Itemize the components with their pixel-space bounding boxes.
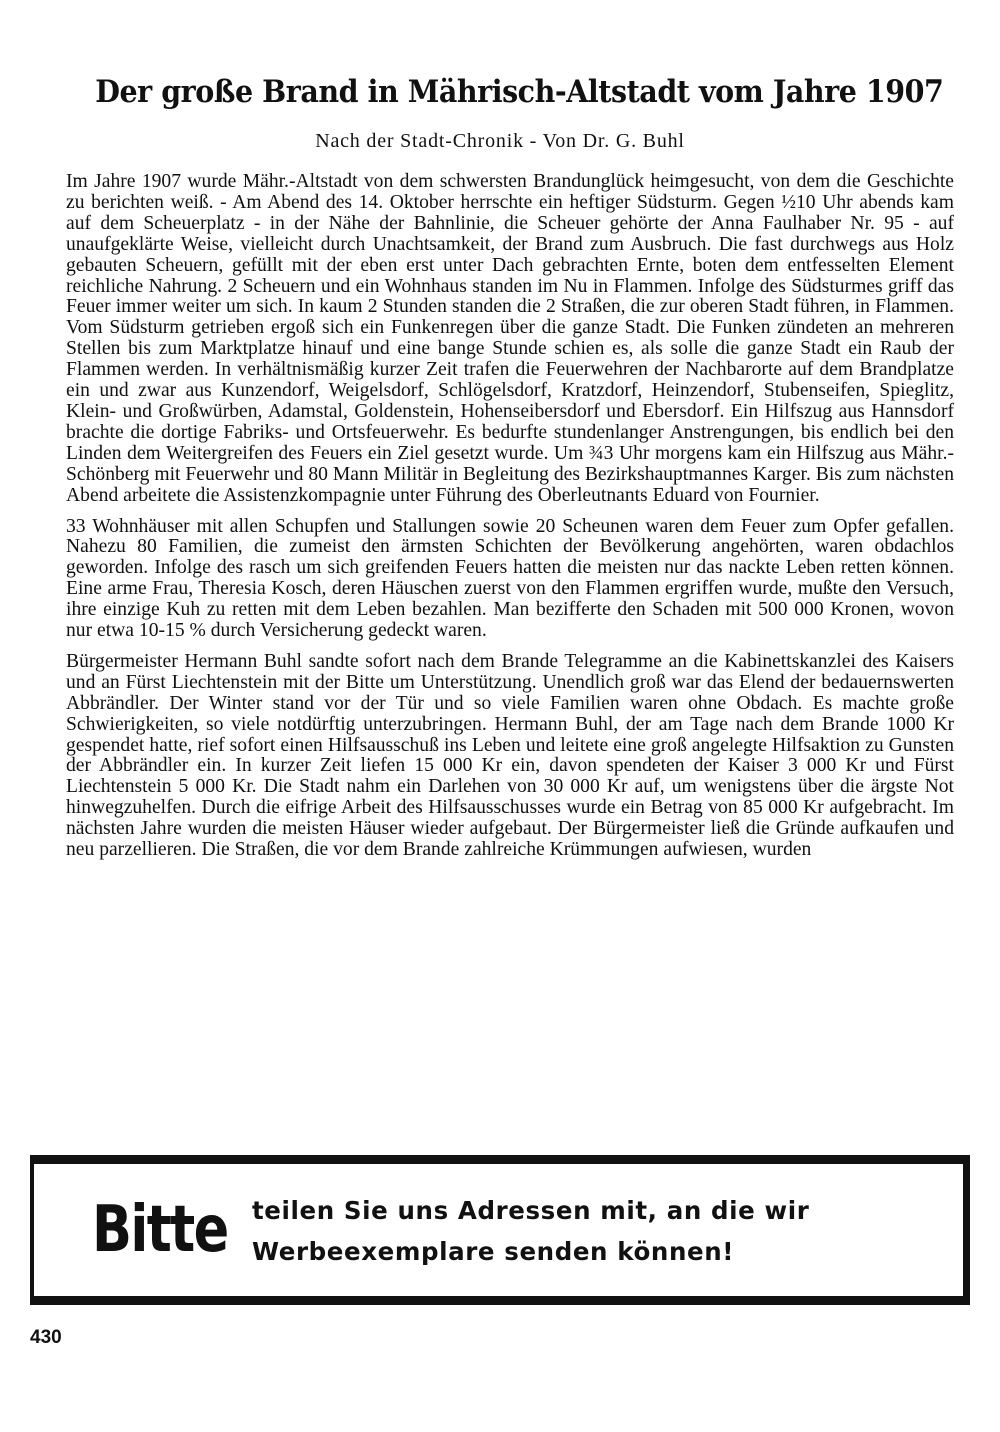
ad-headline: Bitte bbox=[92, 1193, 228, 1267]
paragraph-2: 33 Wohnhäuser mit allen Schupfen und Stallungen sowie 20 Scheunen waren dem Feuer zum Opfer gefallen. Nahezu 80 Familien, die zumeist den ärmsten Schichten der Bevölkerung angehörten, waren obdachlos geworden. Infolge des rasch um sich greifenden Feuers hatten die meisten nur das nackte Leben retten können. Eine arme Frau, Theresia Kosch, deren Häuschen zuerst von den Flammen ergriffen wurde, mußte den Versuch, ihre einzige Kuh zu retten mit dem Leben bezahlen. Man bezifferte den Schaden mit 500 000 Kronen, wovon nur etwa 10-15 % durch Versicherung gedeckt waren. bbox=[66, 515, 954, 642]
advertisement-box bbox=[30, 1155, 970, 1305]
paragraph-1: Im Jahre 1907 wurde Mähr.-Altstadt von dem schwersten Brandunglück heimgesucht, von dem die Geschichte zu berichten weiß. - Am Abend des 14. Oktober herrschte ein heftiger Südsturm. Gegen ½10 Uhr abends kam auf dem Scheuerplatz - in der Nähe der Bahnlinie, die Scheuer gehörte der Anna Faulhaber Nr. 95 - auf unaufgeklärte Weise, vielleicht durch Unachtsamkeit, der Brand zum Ausbruch. Die fast durchwegs aus Holz gebauten Scheuern, gefüllt mit der eben erst unter Dach gebrachten Ernte, boten dem entfesselten Element reichliche Nahrung. 2 Scheuern und ein Wohnhaus standen im Nu in Flammen. Infolge des Südsturmes griff das Feuer immer weiter um sich. In kaum 2 Stunden standen die 2 Straßen, die zur oberen Stadt führen, in Flammen. Vom Südsturm getrieben ergoß sich ein Funkenregen über die ganze Stadt. Die Funken zündeten an mehreren Stellen bis zum Marktplatze hinauf und eine bange Stunde schien es, als solle die ganze Stadt ein Raub der Flammen werden. In verhältnismäßig kurzer Zeit trafen die Feuerwehren der Nachbarorte auf dem Brandplatze ein und zwar aus Kunzendorf, Weigelsdorf, Schlögelsdorf, Kratzdorf, Heinzendorf, Stubenseifen, Spieglitz, Klein- und Großwürben, Adamstal, Goldenstein, Hohenseibersdorf und Ebersdorf. Ein Hilfszug aus Hannsdorf brachte die dortige Fabriks- und Ortsfeuerwehr. Es bedurfte stundenlanger Anstrengungen, bis endlich bei den Linden dem Weitergreifen des Feuers ein Ziel gesetzt wurde. Um ¾3 Uhr morgens kam ein Hilfszug aus Mähr.-Schönberg mit Feuerwehr und 80 Mann Militär in Begleitung des Bezirkshauptmannes Karger. Bis zum nächsten Abend arbeitete die Assistenzkompagnie unter Führung des Oberleutnants Eduard von Fournier. bbox=[66, 171, 954, 506]
paragraph-3: Bürgermeister Hermann Buhl sandte sofort nach dem Brande Telegramme an die Kabinettskanzlei des Kaisers und an Fürst Liechtenstein mit der Bitte um Unterstützung. Unendlich groß war das Elend der bedauernswerten Abbrändler. Der Winter stand vor der Tür und so viele Familien waren ohne Obdach. Es machte große Schwierigkeiten, so viele notdürftig unterzubringen. Hermann Buhl, der am Tage nach dem Brande 1000 Kr gespendet hatte, rief sofort einen Hilfsausschuß ins Leben und leitete eine groß angelegte Hilfsaktion zu Gunsten der Abbrändler ein. In kurzer Zeit liefen 15 000 Kr ein, davon spendeten der Kaiser 3 000 Kr und Fürst Liechtenstein 5 000 Kr. Die Stadt nahm ein Darlehen von 30 000 Kr auf, um wenigstens über die ärgste Not hinwegzuhelfen. Durch die eifrige Arbeit des Hilfsausschusses wurde ein Betrag von 85 000 Kr aufgebracht. Im nächsten Jahre wurden die meisten Häuser wieder aufgebaut. Der Bürgermeister ließ die Gründe aufkaufen und neu parzellieren. Die Straßen, die vor dem Brande zahlreiche Krümmungen aufwiesen, wurden bbox=[66, 650, 954, 861]
article-title: Der große Brand in Mährisch-Altstadt vom Jahre 1907 bbox=[95, 74, 944, 110]
page-number: 430 bbox=[30, 1327, 62, 1348]
article-body bbox=[66, 172, 954, 861]
article-subtitle: Nach der Stadt-Chronik - Von Dr. G. Buhl bbox=[315, 130, 685, 152]
ad-text: teilen Sie uns Adressen mit, an die wir Werbeexemplare senden können! bbox=[252, 1196, 810, 1266]
